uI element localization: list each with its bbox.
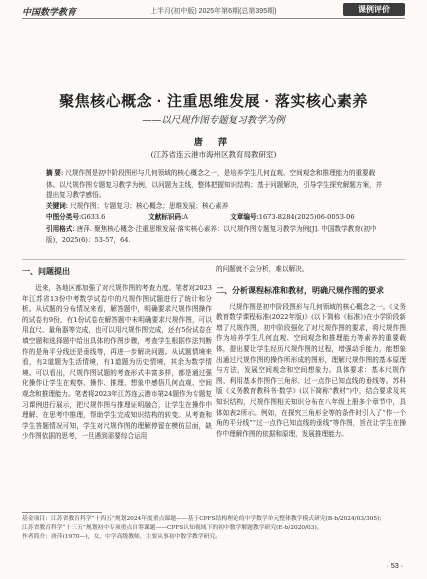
keywords-label: 关键词: [46, 202, 68, 210]
article-subtitle: ——以尺规作图专题复习教学为例 [142, 115, 285, 126]
header-rule [22, 18, 405, 19]
issue-info: 上半月(初中版) 2025年第6期(总第395期) [150, 8, 277, 15]
page-header [0, 0, 427, 20]
citation-label: 引用格式: [46, 225, 75, 233]
paragraph-2: 尺规作图是初中阶段图形与几何领域的核心概念之一。《义务教育数学课程标准(2022年版)》(以下简称《标准》)在小学阶段新增了尺规作图，初中阶段强化了对尺规作图的要求，将尺规作图作为培养学生几何直观、空间观念和推理能力等素养的重要载体，提出要让学生经历尺规作图的过程，增强动手能力，能想象出通过尺规作图的操作所形成的图形，理解尺规作图的基本原理与方法，发展空间观念和空间想象力。具体要求：基本尺规作图、利用基本作图作三角形、过一点作已知直线的垂线等。苏科版《义务教育教科书·数学》(以下简称“教材”)中，结合要求及其知识结构，尺规作图相关知识分布在八年级上册多个章节中，具体如表2所示。例如，在探究三角形全等的条件时引入了“作一个角的平分线”“过一点作已知直线的垂线”等作图，旨在让学生在操作中理解作图的依据和原理，发展推理能力。 [216, 302, 406, 438]
journal-name: 中国数学教育 [22, 7, 77, 17]
footnotes [22, 515, 405, 542]
left-column [22, 264, 212, 444]
footnote-rule [22, 512, 102, 513]
classification-row [46, 212, 386, 224]
abstract-text: 尺规作图是初中阶段图形与几何领域的核心概念之一，是培养学生几何直观、空间观念和推理能力的重要载体。以尺规作图专题复习教学为例，以问题为主线，整体把握知识结构；基于问题解决，引导学生探究解题方案，并提出复习教学感悟。 [46, 169, 383, 199]
author-affiliation: (江苏省连云港市海州区教育局教研室) [150, 150, 277, 159]
abstract [46, 168, 386, 201]
footnote-author: 作者简介：唐萍(1970—)，女，中学高级教师，主要从事初中数学教学研究。 [22, 534, 221, 540]
right-column [216, 264, 406, 441]
article-id-label: 文章编号: [230, 214, 259, 221]
footnote-fund-1: 基金项目：江苏省教育科学“十四五”规划2024年度重点课题——基于CPFS结构理论的中学数学单元整体教学模式研究(B-b/2024/03/305)； [22, 516, 386, 522]
doc-code-label: 文献标识码: [148, 214, 184, 221]
citation-text: 唐萍. 聚焦核心概念·注重思维发展·落实核心素养：以尺规作图专题复习教学为例[J]. 中国数学教育(初中版)，2025(6)：53-57，64. [46, 224, 377, 244]
article-title: 聚焦核心概念 · 注重思维发展 · 落实核心素养 [59, 93, 368, 110]
metadata-divider [22, 259, 405, 260]
footnote-fund-2: 江苏省教育科学“十三五”规划初中专项重点自筹课题——CPFS认知视域下的初中数学解题教学研究(E-b/2020/03)。 [22, 525, 323, 531]
author-name: 唐 萍 [193, 138, 234, 148]
citation [46, 224, 386, 246]
section-heading-1: 一、问题提出 [22, 267, 70, 276]
clc-value: G633.6 [81, 213, 106, 221]
abstract-label: 摘 要: [46, 170, 64, 177]
section-heading-2: 二、分析课程标准和教材，明确尺规作图的要求 [216, 285, 384, 295]
keywords [46, 201, 386, 213]
paragraph-continued: 的问题就不会分析，难以解决。 [216, 265, 309, 273]
column-badge: 课例评价 [343, 3, 405, 16]
keywords-text: 尺规作图；专题复习；核心概念；思维发展；核心素养 [70, 201, 229, 210]
article-id-value: 1673-8284(2025)06-0053-06 [258, 213, 355, 221]
doc-code-value: A [183, 213, 189, 221]
paragraph-1: 近来，各地区都加强了对尺规作图的考查力度。笔者对2023年江苏省13份中考数学试卷中的尺规作图试题进行了统计和分析。从试题的分布情况来看，解答题中，明确要求尺规作图操作的试卷有9份，有1份试卷在解答题中未明确要求尺规作图，可以用直尺、量角器等完成，也可以用尺规作图完成，还有5份试卷在填空题和选择题中给出具体的作图步骤，考查学生根据作法判断作的是角平分线还是垂线等，再进一步解决问题。从试题情境来看，有2道题为生活情境，有1道题为历史情境，其余为数学情境。可以看出，尺规作图试题的考查形式丰富多样，都是通过强化操作让学生在观察、操作、推理、想象中感悟几何直观、空间观念和推理能力。笔者将2023年江苏连云港市第24题作为专题复习课例进行展示，把尺规作图与推理证明融合，让学生在操作中理解、在思考中推理，帮助学生完成知识结构的转变。从考查和学生答题情况可知，学生对尺规作图的理解停留在模仿层面，缺少作图依据的思考，一旦遇到需要综合运用 [22, 284, 213, 441]
article-metadata [46, 168, 386, 246]
clc-label: 中图分类号: [46, 214, 82, 221]
page-number: · 53 · [386, 563, 403, 570]
